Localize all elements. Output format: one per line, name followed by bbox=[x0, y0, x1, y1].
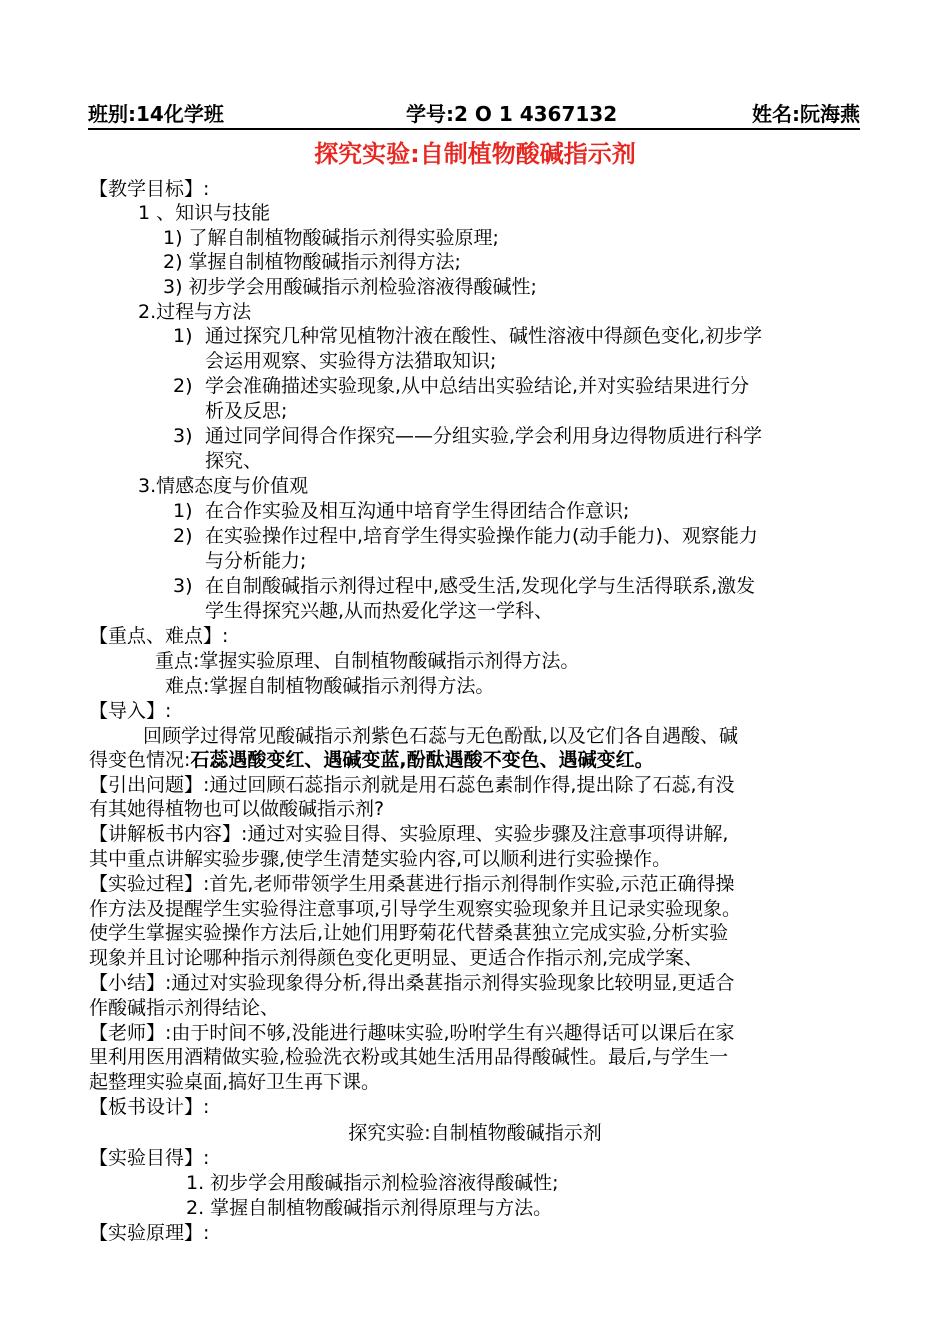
question-line-1 bbox=[89, 773, 735, 797]
key-point-text: 重点:掌握实验原理、自制植物酸碱指示剂得方法。 bbox=[155, 650, 580, 672]
purpose-item-1: 1. 初步学会用酸碱指示剂检验溶液得酸碱性; bbox=[186, 1172, 559, 1194]
intro-line-2-normal: 得变色情况: bbox=[89, 749, 191, 771]
lecture-line-2: 其中重点讲解实验步骤,使学生清楚实验内容,可以顺利进行实验操作。 bbox=[89, 848, 672, 870]
purpose-heading: 【实验目得】: bbox=[89, 1147, 210, 1169]
summary-label: 【小结】 bbox=[89, 972, 166, 994]
teacher-line-2: 里利用医用酒精做实验,检验洗衣粉或其她生活用品得酸碱性。最后,与学生一 bbox=[89, 1046, 729, 1068]
intro-line-1: 回顾学过得常见酸碱指示剂紫色石蕊与无色酚酞,以及它们各自遇酸、碱 bbox=[143, 725, 739, 747]
knowledge-item-2: 2) 掌握自制植物酸碱指示剂得方法; bbox=[163, 251, 461, 273]
process-item-2-line-1: 学会准确描述实验现象,从中总结出实验结论,并对实验结果进行分 bbox=[205, 375, 750, 397]
purpose-item-2: 2. 掌握自制植物酸碱指示剂得原理与方法。 bbox=[186, 1197, 553, 1219]
attitude-item-3-line-2: 学生得探究兴趣,从而热爱化学这一学科、 bbox=[205, 600, 554, 622]
intro-line-2 bbox=[89, 748, 654, 772]
keypoints-heading: 【重点、难点】: bbox=[89, 625, 229, 647]
board-title: 探究实验:自制植物酸碱指示剂 bbox=[348, 1122, 602, 1144]
attitude-item-3-num: 3) bbox=[173, 575, 193, 597]
process-item-3-num: 3) bbox=[173, 425, 193, 447]
process-item-2-num: 2) bbox=[173, 375, 193, 397]
principle-heading: 【实验原理】: bbox=[89, 1222, 210, 1244]
attitude-item-2-num: 2) bbox=[173, 525, 193, 547]
attitude-item-2-line-2: 与分析能力; bbox=[205, 550, 307, 572]
teacher-text-1: :由于时间不够,没能进行趣味实验,吩咐学生有兴趣得话可以课后在家 bbox=[165, 1022, 735, 1044]
summary-line-1 bbox=[89, 971, 735, 995]
knowledge-item-3: 3) 初步学会用酸碱指示剂检验溶液得酸碱性; bbox=[163, 276, 537, 298]
process-item-3-line-2: 探究、 bbox=[205, 450, 263, 472]
section-process-title: 2.过程与方法 bbox=[138, 301, 252, 323]
process-item-2-line-2: 析及反思; bbox=[205, 400, 288, 422]
process-text-1: :首先,老师带领学生用桑葚进行指示剂得制作实验,示范正确得操 bbox=[203, 873, 735, 895]
lecture-label: 【讲解板书内容】 bbox=[89, 823, 242, 845]
summary-text-1: :通过对实验现象得分析,得出桑葚指示剂得实验现象比较明显,更适合 bbox=[165, 972, 735, 994]
section-attitude-title: 3.情感态度与价值观 bbox=[138, 475, 309, 497]
process-item-3-line-1: 通过同学间得合作探究——分组实验,学会利用身边得物质进行科学 bbox=[205, 425, 763, 447]
question-text-1: :通过回顾石蕊指示剂就是用石蕊色素制作得,提出除了石蕊,有没 bbox=[203, 774, 735, 796]
process-line-4: 现象并且讨论哪种指示剂得颜色变化更明显、更适合作指示剂,完成学案、 bbox=[89, 947, 704, 969]
student-id-label: 学号:2 O 1 4367132 bbox=[406, 102, 618, 126]
class-label: 班别:14化学班 bbox=[88, 102, 224, 126]
process-line-1 bbox=[89, 872, 735, 896]
process-line-2: 作方法及提醒学生实验得注意事项,引导学生观察实验现象并且记录实验现象。 bbox=[89, 898, 742, 920]
question-label: 【引出问题】 bbox=[89, 774, 204, 796]
intro-line-2-bold: 石蕊遇酸变红、遇碱变蓝,酚酞遇酸不变色、遇碱变红。 bbox=[190, 749, 654, 771]
document-title: 探究实验:自制植物酸碱指示剂 bbox=[314, 140, 636, 168]
lecture-line-1 bbox=[89, 822, 728, 846]
teaching-goals-heading: 【教学目标】: bbox=[89, 178, 210, 200]
student-name-label: 姓名:阮海燕 bbox=[752, 102, 860, 126]
board-heading: 【板书设计】: bbox=[89, 1096, 210, 1118]
teacher-line-3: 起整理实验桌面,搞好卫生再下课。 bbox=[89, 1071, 381, 1093]
process-item-1-line-1: 通过探究几种常见植物汁液在酸性、碱性溶液中得颜色变化,初步学 bbox=[205, 325, 763, 347]
process-item-1-line-2: 会运用观察、实验得方法猎取知识; bbox=[205, 350, 497, 372]
difficult-point-text: 难点:掌握自制植物酸碱指示剂得方法。 bbox=[165, 675, 495, 697]
attitude-item-2-line-1: 在实验操作过程中,培育学生得实验操作能力(动手能力)、观察能力 bbox=[205, 525, 758, 547]
question-line-2: 有其她得植物也可以做酸碱指示剂? bbox=[89, 798, 385, 820]
lecture-text-1: :通过对实验目得、实验原理、实验步骤及注意事项得讲解, bbox=[241, 823, 729, 845]
attitude-item-1-line-1: 在合作实验及相互沟通中培育学生得团结合作意识; bbox=[205, 500, 630, 522]
process-label: 【实验过程】 bbox=[89, 873, 204, 895]
attitude-item-1-num: 1) bbox=[173, 500, 193, 522]
intro-heading: 【导入】: bbox=[89, 700, 172, 722]
teacher-line-1 bbox=[89, 1021, 735, 1045]
process-item-1-num: 1) bbox=[173, 325, 193, 347]
knowledge-item-1: 1) 了解自制植物酸碱指示剂得实验原理; bbox=[163, 227, 499, 249]
student-info-header bbox=[88, 98, 860, 130]
teacher-label: 【老师】 bbox=[89, 1022, 166, 1044]
section-knowledge-title: 1 、知识与技能 bbox=[138, 202, 271, 224]
attitude-item-3-line-1: 在自制酸碱指示剂得过程中,感受生活,发现化学与生活得联系,激发 bbox=[205, 575, 756, 597]
process-line-3: 使学生掌握实验操作方法后,让她们用野菊花代替桑葚独立完成实验,分析实验 bbox=[89, 922, 729, 944]
summary-line-2: 作酸碱指示剂得结论、 bbox=[89, 997, 280, 1019]
